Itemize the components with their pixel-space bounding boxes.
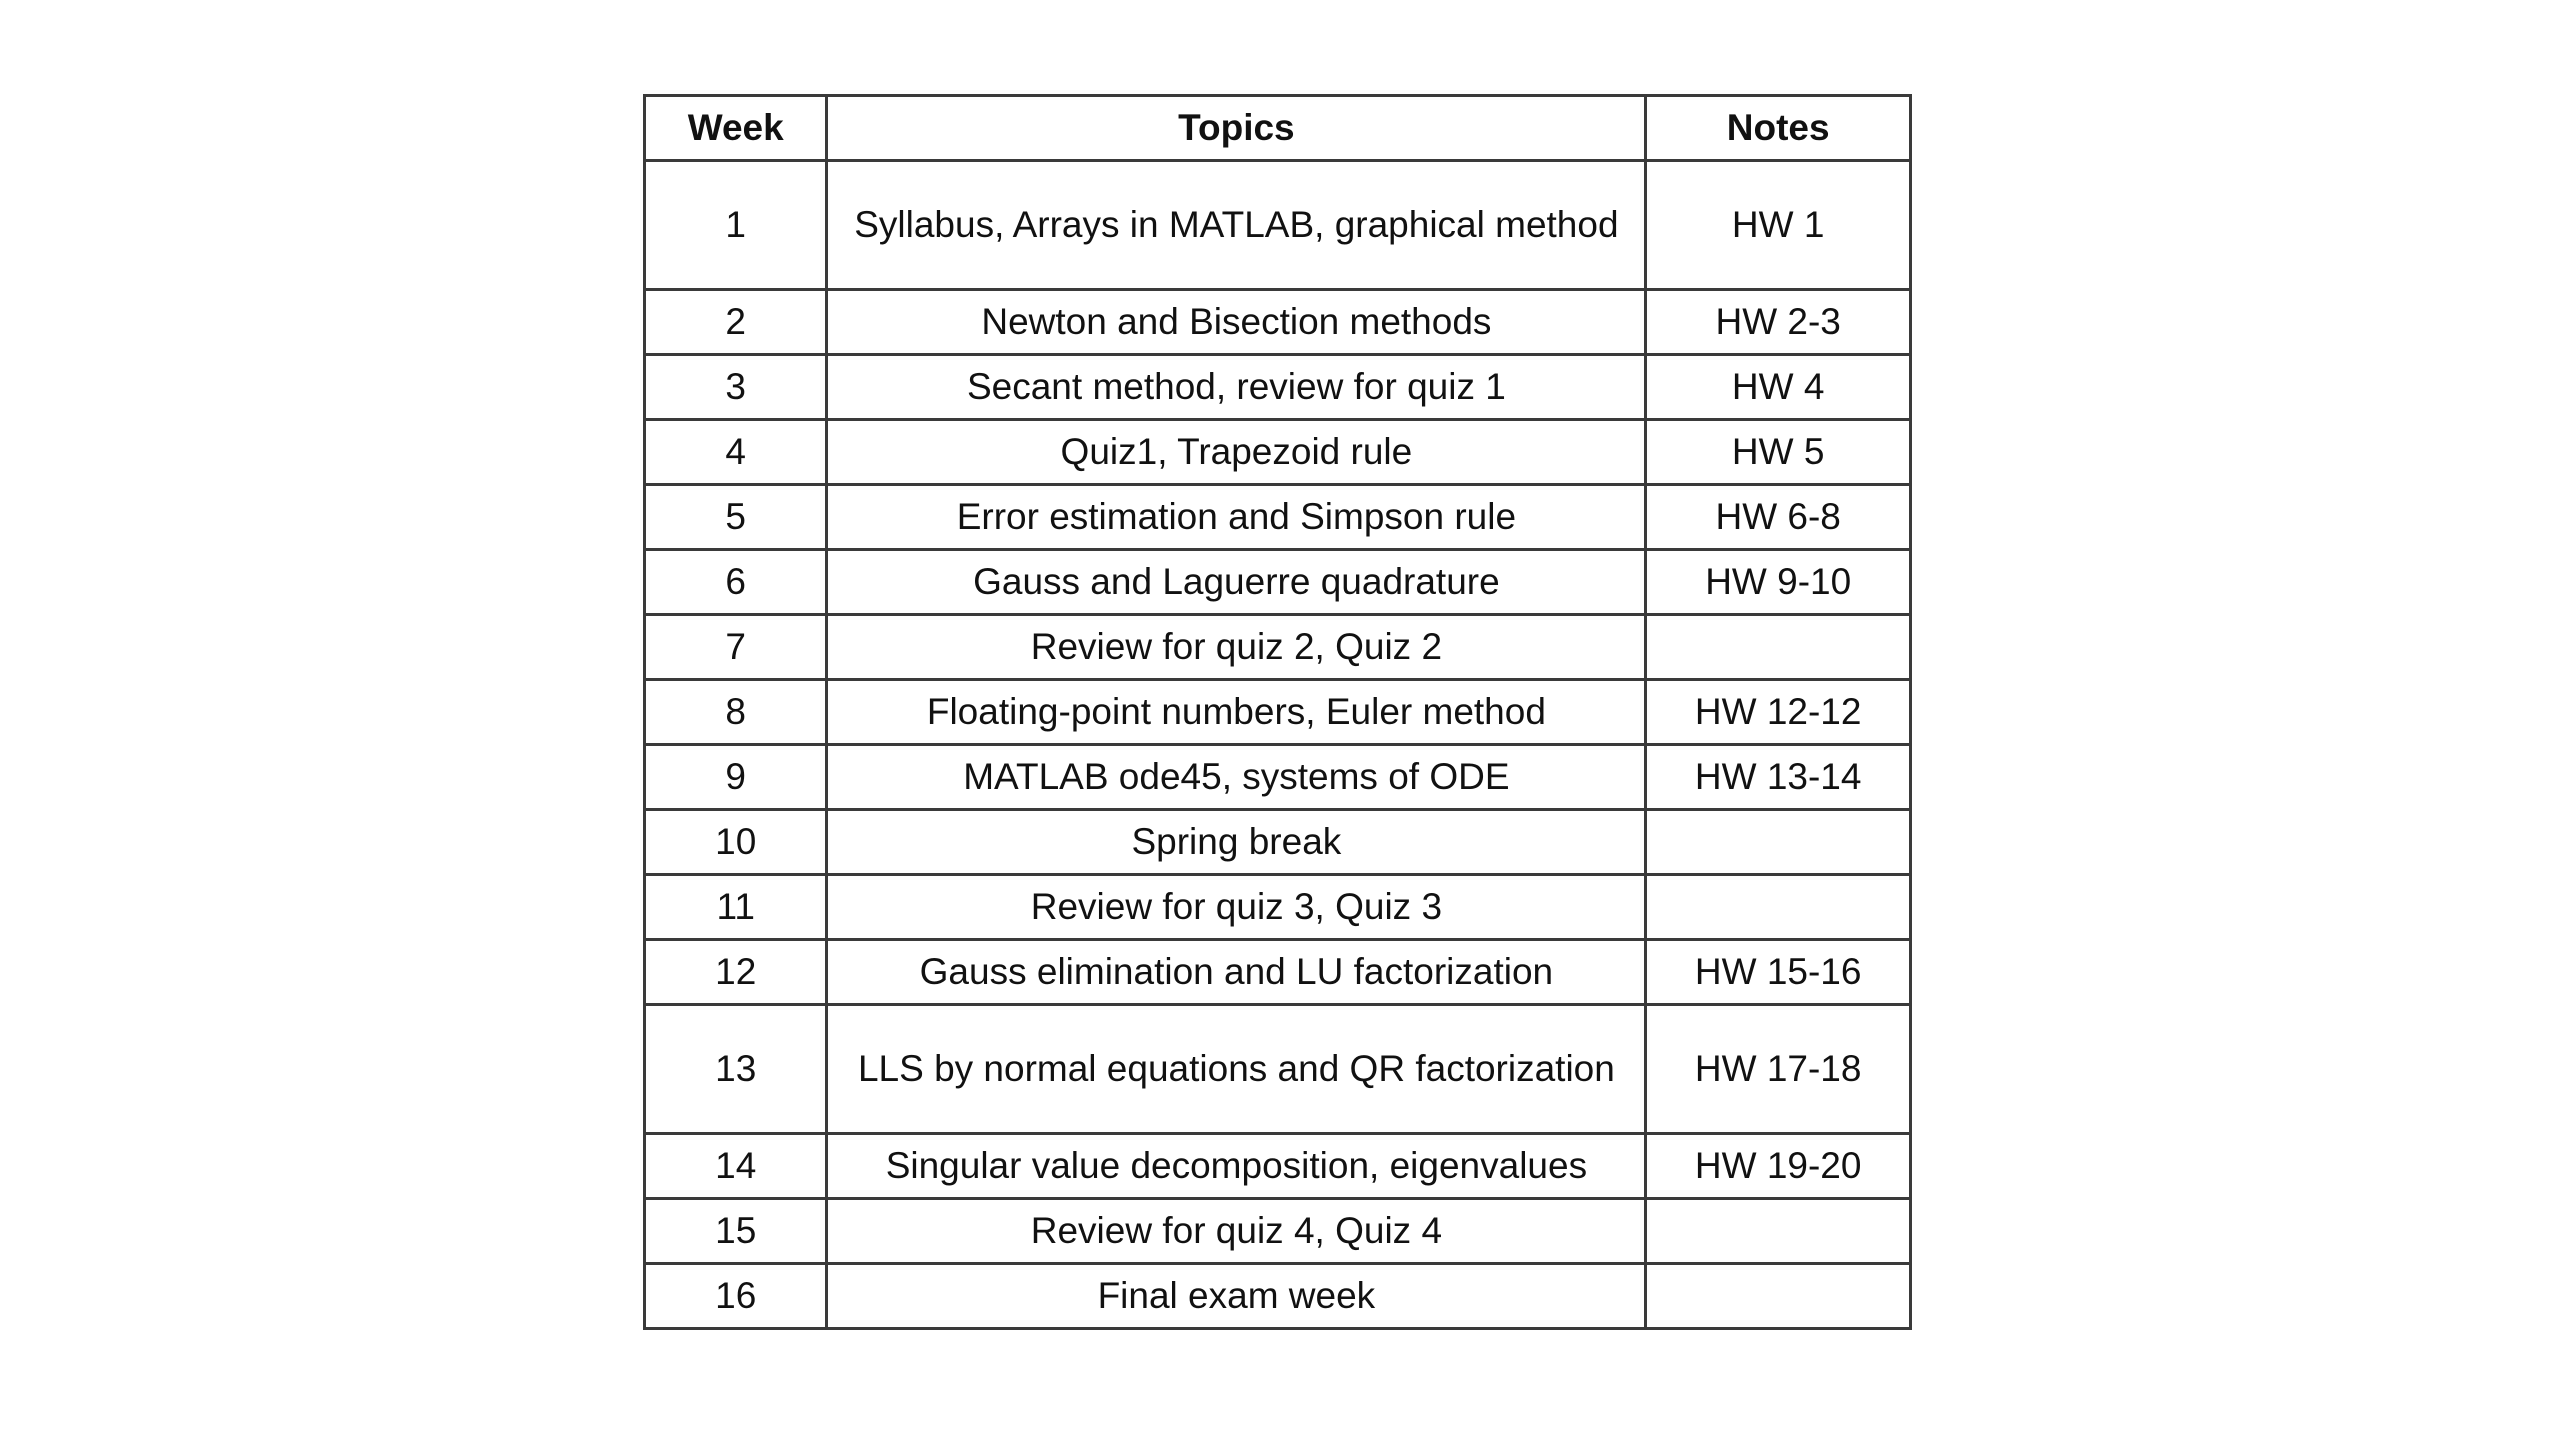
- topic-cell: Gauss elimination and LU factorization: [827, 940, 1646, 1005]
- table-row: [645, 420, 1911, 485]
- week-cell: 9: [645, 745, 827, 810]
- notes-cell: HW 15-16: [1646, 940, 1911, 1005]
- week-cell: 5: [645, 485, 827, 550]
- table-row: [645, 680, 1911, 745]
- table-row: [645, 355, 1911, 420]
- topic-cell: MATLAB ode45, systems of ODE: [827, 745, 1646, 810]
- week-cell: 3: [645, 355, 827, 420]
- notes-cell: [1646, 810, 1911, 875]
- week-cell: 11: [645, 875, 827, 940]
- topic-cell: Review for quiz 4, Quiz 4: [827, 1199, 1646, 1264]
- week-cell: 14: [645, 1134, 827, 1199]
- table-row: [645, 810, 1911, 875]
- notes-cell: HW 9-10: [1646, 550, 1911, 615]
- week-cell: 4: [645, 420, 827, 485]
- week-cell: 15: [645, 1199, 827, 1264]
- notes-cell: HW 1: [1646, 161, 1911, 290]
- table-row: [645, 875, 1911, 940]
- table-row: [645, 745, 1911, 810]
- notes-cell: [1646, 875, 1911, 940]
- topic-cell: Singular value decomposition, eigenvalues: [827, 1134, 1646, 1199]
- table-row: [645, 1134, 1911, 1199]
- notes-cell: [1646, 1199, 1911, 1264]
- week-cell: 12: [645, 940, 827, 1005]
- week-cell: 8: [645, 680, 827, 745]
- week-cell: 16: [645, 1264, 827, 1329]
- table-row: [645, 161, 1911, 290]
- topic-cell: Final exam week: [827, 1264, 1646, 1329]
- notes-cell: HW 13-14: [1646, 745, 1911, 810]
- notes-cell: HW 6-8: [1646, 485, 1911, 550]
- notes-cell: HW 2-3: [1646, 290, 1911, 355]
- table-row: [645, 290, 1911, 355]
- course-schedule-table: [643, 94, 1912, 1330]
- notes-cell: HW 17-18: [1646, 1005, 1911, 1134]
- notes-cell: HW 4: [1646, 355, 1911, 420]
- week-cell: 1: [645, 161, 827, 290]
- header-topics: Topics: [827, 96, 1646, 161]
- topic-cell: LLS by normal equations and QR factorization: [827, 1005, 1646, 1134]
- table-row: [645, 1199, 1911, 1264]
- topic-cell: Floating-point numbers, Euler method: [827, 680, 1646, 745]
- topic-cell: Error estimation and Simpson rule: [827, 485, 1646, 550]
- topic-cell: Secant method, review for quiz 1: [827, 355, 1646, 420]
- table-row: [645, 940, 1911, 1005]
- table-row: [645, 615, 1911, 680]
- notes-cell: HW 12-12: [1646, 680, 1911, 745]
- topic-cell: Syllabus, Arrays in MATLAB, graphical method: [827, 161, 1646, 290]
- week-cell: 7: [645, 615, 827, 680]
- table-row: [645, 485, 1911, 550]
- notes-cell: [1646, 615, 1911, 680]
- topic-cell: Quiz1, Trapezoid rule: [827, 420, 1646, 485]
- notes-cell: HW 5: [1646, 420, 1911, 485]
- week-cell: 6: [645, 550, 827, 615]
- header-row: [645, 96, 1911, 161]
- week-cell: 2: [645, 290, 827, 355]
- topic-cell: Gauss and Laguerre quadrature: [827, 550, 1646, 615]
- header-week: Week: [645, 96, 827, 161]
- topic-cell: Review for quiz 2, Quiz 2: [827, 615, 1646, 680]
- notes-cell: [1646, 1264, 1911, 1329]
- topic-cell: Newton and Bisection methods: [827, 290, 1646, 355]
- week-cell: 10: [645, 810, 827, 875]
- table-row: [645, 550, 1911, 615]
- notes-cell: HW 19-20: [1646, 1134, 1911, 1199]
- table-row: [645, 1005, 1911, 1134]
- week-cell: 13: [645, 1005, 827, 1134]
- topic-cell: Spring break: [827, 810, 1646, 875]
- table-row: [645, 1264, 1911, 1329]
- header-notes: Notes: [1646, 96, 1911, 161]
- topic-cell: Review for quiz 3, Quiz 3: [827, 875, 1646, 940]
